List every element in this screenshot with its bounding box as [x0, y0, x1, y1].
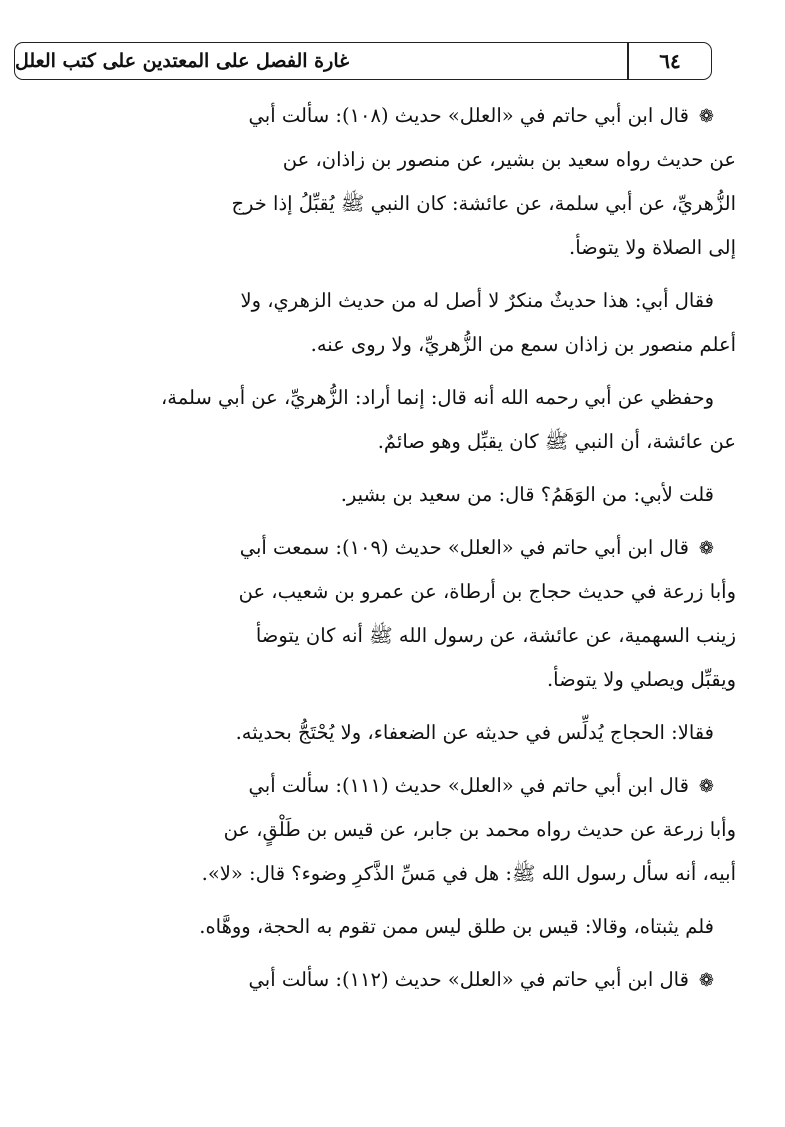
flower-ornament-icon: ❁: [698, 538, 714, 559]
text-line: [26, 905, 736, 949]
paragraph-gap: [26, 270, 736, 279]
paragraph-gap: [26, 517, 736, 526]
paragraph: [26, 94, 736, 270]
text-line: [26, 711, 736, 755]
line-text: فقال أبي: هذا حديثٌ منكرٌ لا أصل له من حديث الزهري، ولا: [240, 289, 714, 312]
line-text: عن عائشة، أن النبي ﷺ كان يقبِّل وهو صائمٌ.: [377, 430, 736, 453]
line-text: قال ابن أبي حاتم في «العلل» حديث (١١١): سألت أبي: [248, 774, 689, 797]
line-text: قال ابن أبي حاتم في «العلل» حديث (١٠٩): سمعت أبي: [239, 536, 689, 559]
text-line: [26, 420, 736, 464]
line-text: وأبا زرعة في حديث حجاج بن أرطاة، عن عمرو بن شعيب، عن: [238, 580, 736, 603]
line-text: فلم يثبتاه، وقالا: قيس بن طلق ليس ممن تقوم به الحجة، ووهَّاه.: [199, 915, 714, 938]
book-title: غارة الفصل على المعتدين على كتب العلل: [15, 50, 350, 72]
paragraph: [26, 764, 736, 896]
text-line: [26, 808, 736, 852]
line-text: عن حديث رواه سعيد بن بشير، عن منصور بن زاذان، عن: [282, 148, 736, 171]
text-line: [26, 473, 736, 517]
text-line: [26, 658, 736, 702]
page-number: ٦٤: [659, 49, 681, 73]
text-line: [26, 279, 736, 323]
line-text: أبيه، أنه سأل رسول الله ﷺ: هل في مَسِّ الذَّكرِ وضوء؟ قال: «لا».: [201, 862, 736, 885]
text-line: [26, 852, 736, 896]
text-line: [26, 323, 736, 367]
running-header: [14, 42, 712, 80]
paragraph-gap: [26, 464, 736, 473]
paragraph-gap: [26, 702, 736, 711]
flower-ornament-icon: ❁: [698, 106, 714, 127]
paragraph: [26, 526, 736, 702]
line-text: الزُّهريِّ، عن أبي سلمة، عن عائشة: كان النبي ﷺ يُقبِّلُ إذا خرج: [231, 192, 736, 215]
line-text: إلى الصلاة ولا يتوضأ.: [569, 236, 736, 259]
text-line: [26, 94, 736, 138]
paragraph: [26, 958, 736, 1002]
paragraph: [26, 279, 736, 367]
paragraph: [26, 711, 736, 755]
line-text: قال ابن أبي حاتم في «العلل» حديث (١١٢): سألت أبي: [248, 968, 689, 991]
paragraph: [26, 376, 736, 464]
line-text: أعلم منصور بن زاذان سمع من الزُّهريِّ، ولا روى عنه.: [310, 333, 736, 356]
page-body: [26, 94, 736, 1002]
paragraph-gap: [26, 949, 736, 958]
line-text: قلت لأبي: من الوَهَمُ؟ قال: من سعيد بن بشير.: [340, 483, 714, 506]
line-text: وحفظي عن أبي رحمه الله أنه قال: إنما أراد: الزُّهريِّ، عن أبي سلمة،: [161, 386, 714, 409]
flower-ornament-icon: ❁: [698, 970, 714, 991]
paragraph-gap: [26, 896, 736, 905]
text-line: [26, 138, 736, 182]
text-line: [26, 570, 736, 614]
text-line: [26, 526, 736, 570]
text-line: [26, 226, 736, 270]
line-text: فقالا: الحجاج يُدلِّس في حديثه عن الضعفاء، ولا يُحْتَجُّ بحديثه.: [235, 721, 714, 744]
line-text: زينب السهمية، عن عائشة، عن رسول الله ﷺ أنه كان يتوضأ: [255, 624, 736, 647]
line-text: قال ابن أبي حاتم في «العلل» حديث (١٠٨): سألت أبي: [248, 104, 689, 127]
text-line: [26, 764, 736, 808]
flower-ornament-icon: ❁: [698, 776, 714, 797]
paragraph: [26, 905, 736, 949]
paragraph: [26, 473, 736, 517]
line-text: وأبا زرعة عن حديث رواه محمد بن جابر، عن قيس بن طَلْقٍ، عن: [223, 818, 736, 841]
text-line: [26, 614, 736, 658]
line-text: ويقبِّل ويصلي ولا يتوضأ.: [546, 668, 736, 691]
text-line: [26, 376, 736, 420]
paragraph-gap: [26, 755, 736, 764]
text-line: [26, 958, 736, 1002]
paragraph-gap: [26, 367, 736, 376]
text-line: [26, 182, 736, 226]
